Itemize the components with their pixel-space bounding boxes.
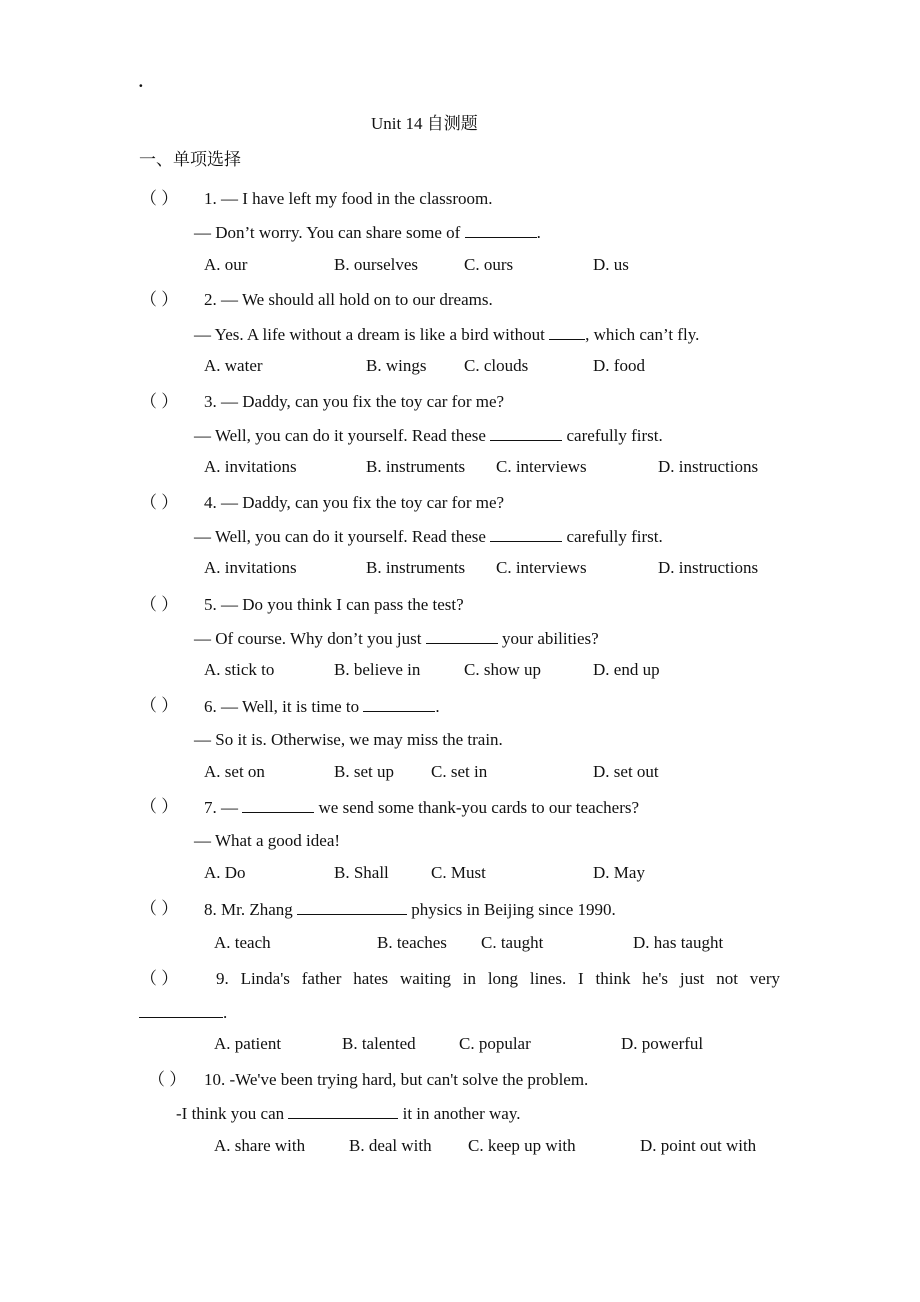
- question-stem: 2. — We should all hold on to our dreams.: [204, 290, 493, 309]
- option-d: D. point out with: [640, 1136, 757, 1155]
- answer-blank: [426, 628, 498, 644]
- section-heading: 一、单项选择: [139, 150, 241, 169]
- question-stem: 1. — I have left my food in the classroom.: [204, 189, 493, 208]
- option-c: C. popular: [459, 1034, 531, 1053]
- question-stem: 7. — we send some thank-you cards to our teachers?: [204, 798, 640, 817]
- answer-bracket: （ ）: [140, 899, 179, 918]
- answer-blank: [242, 797, 314, 813]
- question-reply: — What a good idea!: [194, 831, 341, 850]
- answer-blank: [465, 222, 537, 238]
- option-c: C. set in: [431, 762, 488, 781]
- option-a: A. set on: [204, 762, 265, 781]
- option-a: A. water: [204, 356, 263, 375]
- question-stem: 9. Linda's father hates waiting in long lines. I think he's just not very: [216, 969, 780, 988]
- option-d: D. end up: [593, 660, 660, 679]
- option-b: B. deal with: [349, 1136, 432, 1155]
- answer-blank: [297, 899, 407, 915]
- page-title: Unit 14 自测题: [371, 114, 478, 133]
- option-c: C. interviews: [496, 558, 587, 577]
- option-d: D. has taught: [633, 933, 724, 952]
- option-b: B. instruments: [366, 558, 466, 577]
- answer-bracket: （ ）: [148, 1070, 187, 1089]
- option-b: B. set up: [334, 762, 394, 781]
- option-b: B. Shall: [334, 863, 389, 882]
- option-c: C. keep up with: [468, 1136, 576, 1155]
- question-continuation: .: [139, 1002, 227, 1023]
- option-d: D. us: [593, 255, 629, 274]
- option-b: B. teaches: [377, 933, 447, 952]
- question-stem: 8. Mr. Zhang physics in Beijing since 1990.: [204, 900, 616, 919]
- option-a: A. stick to: [204, 660, 275, 679]
- answer-bracket: （ ）: [140, 493, 179, 512]
- option-b: B. ourselves: [334, 255, 419, 274]
- option-a: A. patient: [214, 1034, 282, 1053]
- option-b: B. believe in: [334, 660, 421, 679]
- option-d: D. food: [593, 356, 645, 375]
- answer-bracket: （ ）: [140, 797, 179, 816]
- answer-bracket: （ ）: [140, 290, 179, 309]
- question-reply: — So it is. Otherwise, we may miss the train.: [194, 730, 503, 749]
- option-c: C. clouds: [464, 356, 529, 375]
- answer-bracket: （ ）: [140, 696, 179, 715]
- question-stem: 3. — Daddy, can you fix the toy car for me?: [204, 392, 505, 411]
- question-reply: -I think you can it in another way.: [176, 1104, 521, 1123]
- option-d: D. May: [593, 863, 645, 882]
- option-b: B. instruments: [366, 457, 466, 476]
- answer-blank: [139, 1002, 223, 1018]
- answer-bracket: （ ）: [140, 595, 179, 614]
- option-a: A. teach: [214, 933, 271, 952]
- option-a: A. our: [204, 255, 248, 274]
- answer-bracket: （ ）: [140, 392, 179, 411]
- question-stem: 10. -We've been trying hard, but can't solve the problem.: [204, 1070, 589, 1089]
- option-a: A. share with: [214, 1136, 306, 1155]
- question-reply: — Well, you can do it yourself. Read these carefully first.: [194, 426, 663, 445]
- question-stem: 4. — Daddy, can you fix the toy car for me?: [204, 493, 505, 512]
- answer-blank: [549, 324, 585, 340]
- header-mark: ·: [138, 76, 144, 95]
- option-c: C. taught: [481, 933, 544, 952]
- option-a: A. invitations: [204, 558, 297, 577]
- answer-blank: [363, 696, 435, 712]
- option-a: A. Do: [204, 863, 246, 882]
- question-reply: — Don’t worry. You can share some of .: [194, 223, 541, 242]
- question-reply: — Well, you can do it yourself. Read these carefully first.: [194, 527, 663, 546]
- question-reply: — Yes. A life without a dream is like a bird without , which can’t fly.: [194, 325, 700, 344]
- option-c: C. Must: [431, 863, 486, 882]
- option-c: C. interviews: [496, 457, 587, 476]
- answer-bracket: （ ）: [140, 189, 179, 208]
- question-reply: — Of course. Why don’t you just your abilities?: [194, 629, 599, 648]
- answer-bracket: （ ）: [140, 969, 179, 988]
- option-c: C. ours: [464, 255, 514, 274]
- option-c: C. show up: [464, 660, 541, 679]
- option-d: D. instructions: [658, 457, 759, 476]
- option-d: D. powerful: [621, 1034, 704, 1053]
- question-stem: 6. — Well, it is time to .: [204, 697, 440, 716]
- question-stem: 5. — Do you think I can pass the test?: [204, 595, 464, 614]
- option-b: B. wings: [366, 356, 427, 375]
- option-a: A. invitations: [204, 457, 297, 476]
- option-d: D. set out: [593, 762, 659, 781]
- option-d: D. instructions: [658, 558, 759, 577]
- answer-blank: [490, 425, 562, 441]
- answer-blank: [288, 1103, 398, 1119]
- answer-blank: [490, 526, 562, 542]
- option-b: B. talented: [342, 1034, 416, 1053]
